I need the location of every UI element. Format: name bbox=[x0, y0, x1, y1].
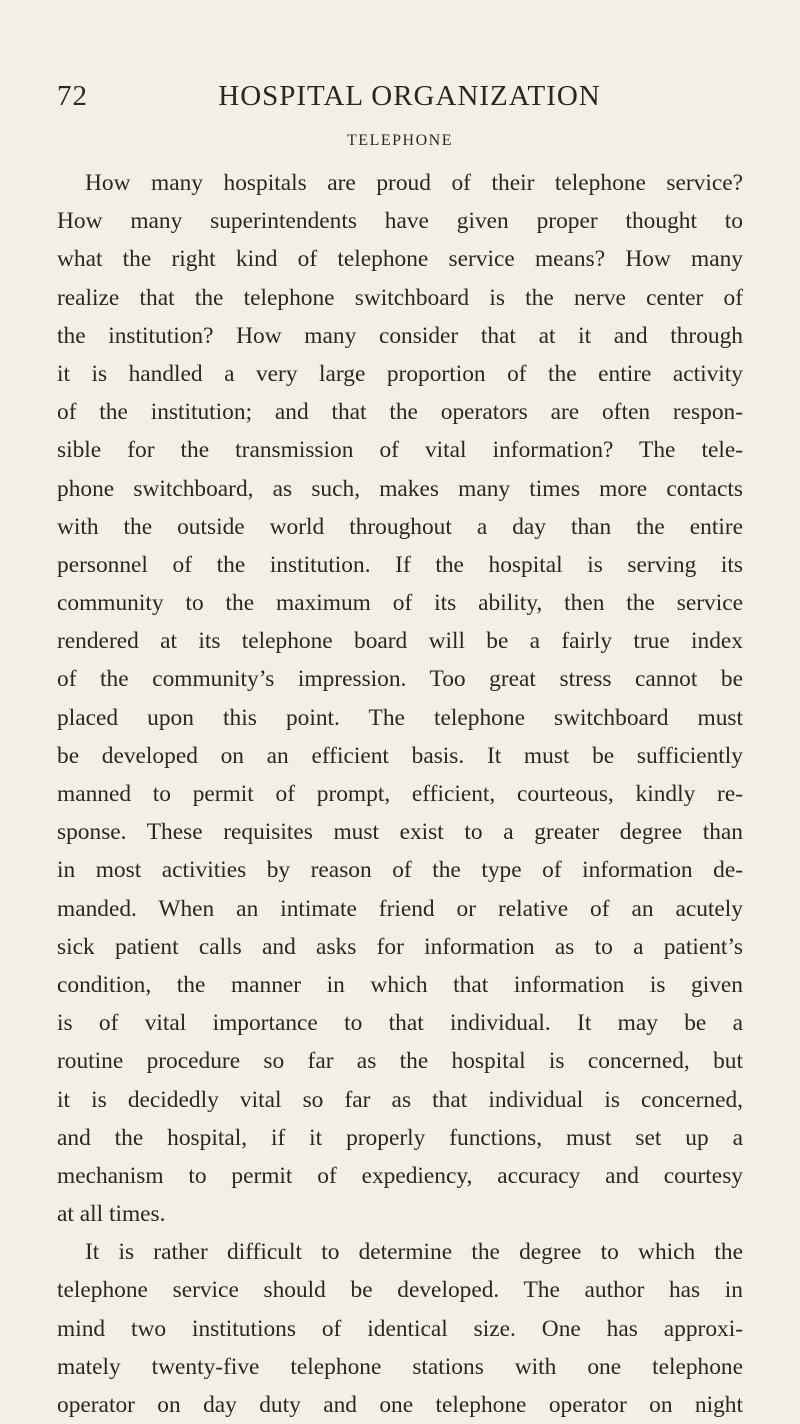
text-line: in most activities by reason of the type of information de- bbox=[57, 857, 743, 884]
running-title: HOSPITAL ORGANIZATION bbox=[218, 80, 601, 112]
text-line: manned to permit of prompt, efficient, courteous, kindly re- bbox=[57, 781, 743, 807]
text-line: is of vital importance to that individual. It may be a bbox=[57, 1010, 743, 1037]
text-line: operator on day duty and one telephone operator on night bbox=[57, 1392, 743, 1418]
text-line: How many superintendents have given proper thought to bbox=[57, 208, 743, 235]
running-head bbox=[57, 80, 742, 120]
section-heading: TELEPHONE bbox=[347, 132, 453, 149]
text-line: It is rather difficult to determine the degree to which the bbox=[85, 1239, 743, 1266]
text-line: sponse. These requisites must exist to a greater degree than bbox=[57, 819, 743, 846]
text-line: mechanism to permit of expediency, accuracy and courtesy bbox=[57, 1162, 743, 1189]
text-line: telephone service should be developed. The author has in bbox=[57, 1277, 743, 1304]
text-line: personnel of the institution. If the hospital is serving its bbox=[57, 551, 743, 578]
text-line: it is decidedly vital so far as that individual is concerned, bbox=[57, 1086, 743, 1113]
text-line: of the community’s impression. Too great stress cannot be bbox=[57, 666, 743, 693]
body-text bbox=[57, 164, 743, 1424]
paragraph-2 bbox=[57, 1233, 743, 1424]
text-line: phone switchboard, as such, makes many times more contacts bbox=[57, 475, 743, 502]
text-line: routine procedure so far as the hospital is concerned, but bbox=[57, 1048, 743, 1075]
text-line: sible for the transmission of vital information? The tele- bbox=[57, 437, 743, 464]
text-line: of the institution; and that the operators are often respon- bbox=[57, 399, 743, 426]
text-line: and the hospital, if it properly functions, must set up a bbox=[57, 1124, 743, 1151]
text-line: it is handled a very large proportion of the entire activity bbox=[57, 360, 743, 387]
text-line: manded. When an intimate friend or relative of an acutely bbox=[57, 895, 743, 922]
paragraph-1 bbox=[57, 164, 743, 1233]
text-line: the institution? How many consider that at it and through bbox=[57, 322, 743, 349]
text-line: condition, the manner in which that information is given bbox=[57, 971, 743, 998]
text-line: rendered at its telephone board will be a fairly true index bbox=[57, 628, 743, 655]
text-line: mately twenty-five telephone stations with one telephone bbox=[57, 1353, 743, 1380]
text-line: sick patient calls and asks for information as to a patient’s bbox=[57, 933, 743, 960]
page-number: 72 bbox=[57, 80, 88, 112]
text-line: placed upon this point. The telephone switchboard must bbox=[57, 704, 743, 731]
text-line: be developed on an efficient basis. It must be sufficiently bbox=[57, 742, 743, 769]
text-line: what the right kind of telephone service means? How many bbox=[57, 246, 743, 273]
text-line: realize that the telephone switchboard is the nerve center of bbox=[57, 284, 743, 311]
text-line: How many hospitals are proud of their telephone service? bbox=[85, 170, 743, 196]
text-line: mind two institutions of identical size. One has approxi- bbox=[57, 1315, 743, 1342]
text-line: community to the maximum of its ability, then the service bbox=[57, 590, 743, 617]
text-line: at all times. bbox=[57, 1201, 166, 1228]
text-line: with the outside world throughout a day than the entire bbox=[57, 513, 743, 540]
